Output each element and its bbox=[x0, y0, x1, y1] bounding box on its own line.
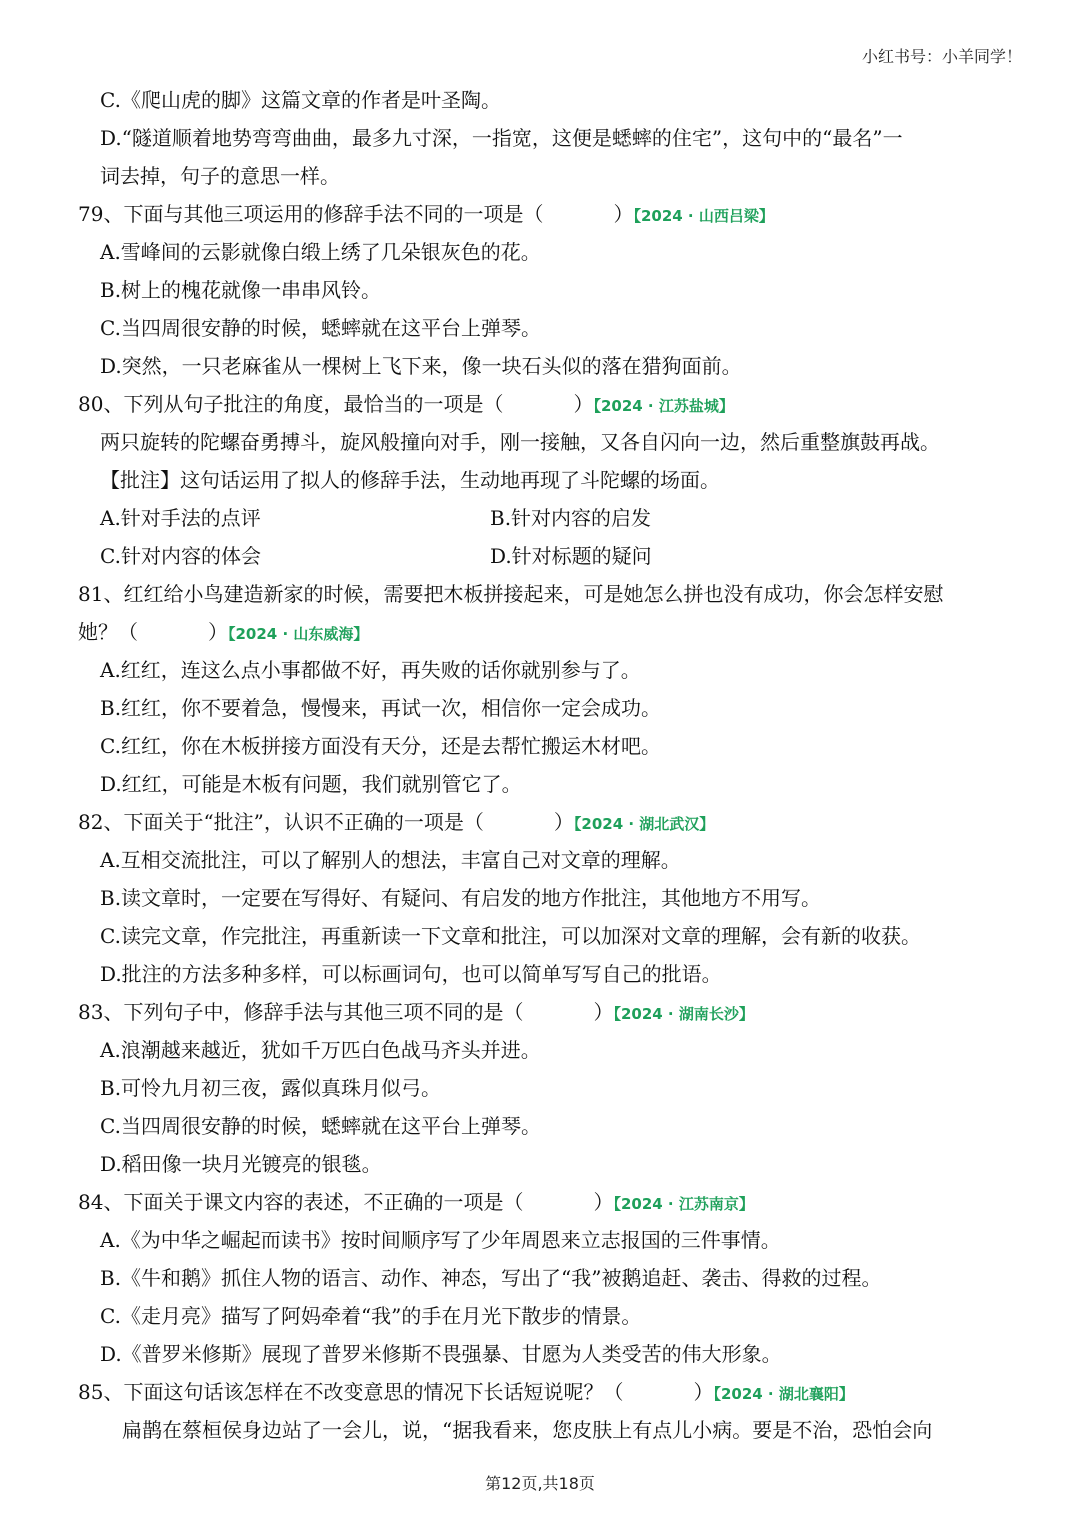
option-c: C.红红，你在木板拼接方面没有天分，还是去帮忙搬运木材吧。 bbox=[100, 734, 661, 758]
option-d: D.《普罗米修斯》展现了普罗米修斯不畏强暴、甘愿为人类受苦的伟大形象。 bbox=[100, 1342, 782, 1366]
option-d: D.突然，一只老麻雀从一棵树上飞下来，像一块石头似的落在猎狗面前。 bbox=[100, 354, 742, 378]
option-c: C.当四周很安静的时候，蟋蟀就在这平台上弹琴。 bbox=[100, 316, 541, 340]
question-83-tag: 【2024 · 湖南长沙】 bbox=[613, 1005, 754, 1023]
option-b: B.读文章时，一定要在写得好、有疑问、有启发的地方作批注，其他地方不用写。 bbox=[100, 886, 822, 910]
question-85-stem: 85、下面这句话该怎样在不改变意思的情况下长话短说呢？（ ）【2024 · 湖北襄阳】 bbox=[78, 1380, 854, 1404]
option-a: A.红红，连这么点小事都做不好，再失败的话你就别参与了。 bbox=[100, 658, 641, 682]
option-b: B.《牛和鹅》抓住人物的语言、动作、神态，写出了“我”被鹅追赶、袭击、得救的过程。 bbox=[100, 1266, 882, 1290]
option-b: B.红红，你不要着急，慢慢来，再试一次，相信你一定会成功。 bbox=[100, 696, 662, 720]
question-84-stem: 84、下面关于课文内容的表述，不正确的一项是（ ）【2024 · 江苏南京】 bbox=[78, 1190, 754, 1214]
question-85-text: 85、下面这句话该怎样在不改变意思的情况下长话短说呢？（ bbox=[78, 1380, 624, 1404]
option-a: A.雪峰间的云影就像白缎上绣了几朵银灰色的花。 bbox=[100, 240, 541, 264]
question-81-stem-line2: 她？（ ）【2024 · 山东威海】 bbox=[78, 620, 369, 644]
option-d: D.稻田像一块月光镀亮的银毯。 bbox=[100, 1152, 382, 1176]
prev-option-d-line2: 词去掉，句子的意思一样。 bbox=[100, 164, 340, 188]
option-a: A.互相交流批注，可以了解别人的想法，丰富自己对文章的理解。 bbox=[100, 848, 681, 872]
prev-option-d-line1: D.“隧道顺着地势弯弯曲曲，最多九寸深，一指宽，这便是蟋蟀的住宅”，这句中的“最名”一 bbox=[100, 126, 903, 150]
question-79-text: 79、下面与其他三项运用的修辞手法不同的一项是（ bbox=[78, 202, 544, 226]
question-80-note: 【批注】这句话运用了拟人的修辞手法，生动地再现了斗陀螺的场面。 bbox=[100, 468, 720, 492]
question-81-tag: 【2024 · 山东威海】 bbox=[228, 625, 369, 643]
question-82-stem: 82、下面关于“批注”，认识不正确的一项是（ ）【2024 · 湖北武汉】 bbox=[78, 810, 715, 834]
option-c: C.针对内容的体会 bbox=[100, 544, 261, 568]
option-b: B.树上的槐花就像一串串风铃。 bbox=[100, 278, 382, 302]
option-c: C.当四周很安静的时候，蟋蟀就在这平台上弹琴。 bbox=[100, 1114, 541, 1138]
question-83-text: 83、下列句子中，修辞手法与其他三项不同的是（ bbox=[78, 1000, 524, 1024]
question-83-stem: 83、下列句子中，修辞手法与其他三项不同的是（ ）【2024 · 湖南长沙】 bbox=[78, 1000, 754, 1024]
watermark: 小红书号：小羊同学！ bbox=[861, 47, 1022, 66]
option-a: A.《为中华之崛起而读书》按时间顺序写了少年周恩来立志报国的三件事情。 bbox=[100, 1228, 781, 1252]
option-b: B.针对内容的启发 bbox=[490, 506, 652, 530]
option-c: C.读完文章，作完批注，再重新读一下文章和批注，可以加深对文章的理解，会有新的收获。 bbox=[100, 924, 921, 948]
question-82-text: 82、下面关于“批注”，认识不正确的一项是（ bbox=[78, 810, 484, 834]
question-85-tag: 【2024 · 湖北襄阳】 bbox=[713, 1385, 854, 1403]
question-80-text: 80、下列从句子批注的角度，最恰当的一项是（ bbox=[78, 392, 504, 416]
option-a: A.针对手法的点评 bbox=[100, 506, 261, 530]
question-80-sentence: 两只旋转的陀螺奋勇搏斗，旋风般撞向对手，刚一接触，又各自闪向一边，然后重整旗鼓再战。 bbox=[100, 430, 940, 454]
question-84-tag: 【2024 · 江苏南京】 bbox=[613, 1195, 754, 1213]
question-84-text: 84、下面关于课文内容的表述，不正确的一项是（ bbox=[78, 1190, 524, 1214]
option-d: D.针对标题的疑问 bbox=[490, 544, 652, 568]
option-b: B.可怜九月初三夜，露似真珠月似弓。 bbox=[100, 1076, 442, 1100]
question-79-stem: 79、下面与其他三项运用的修辞手法不同的一项是（ ）【2024 · 山西吕梁】 bbox=[78, 202, 774, 226]
question-85-passage: 扁鹊在蔡桓侯身边站了一会儿，说，“据我看来，您皮肤上有点儿小病。要是不治，恐怕会向 bbox=[122, 1418, 933, 1442]
question-79-tag: 【2024 · 山西吕梁】 bbox=[633, 207, 774, 225]
option-row bbox=[100, 544, 1020, 568]
question-82-tag: 【2024 · 湖北武汉】 bbox=[573, 815, 715, 833]
option-d: D.红红，可能是木板有问题，我们就别管它了。 bbox=[100, 772, 522, 796]
page-footer: 第12页,共18页 bbox=[485, 1474, 595, 1493]
question-81-stem-line1: 81、红红给小鸟建造新家的时候，需要把木板拼接起来，可是她怎么拼也没有成功，你会怎样安慰 bbox=[78, 582, 944, 606]
prev-option-c: C.《爬山虎的脚》这篇文章的作者是叶圣陶。 bbox=[100, 88, 501, 112]
option-c: C.《走月亮》描写了阿妈牵着“我”的手在月光下散步的情景。 bbox=[100, 1304, 642, 1328]
question-80-tag: 【2024 · 江苏盐城】 bbox=[593, 397, 734, 415]
option-a: A.浪潮越来越近，犹如千万匹白色战马齐头并进。 bbox=[100, 1038, 541, 1062]
option-d: D.批注的方法多种多样，可以标画词句，也可以简单写写自己的批语。 bbox=[100, 962, 722, 986]
option-row bbox=[100, 506, 1020, 530]
question-80-stem: 80、下列从句子批注的角度，最恰当的一项是（ ）【2024 · 江苏盐城】 bbox=[78, 392, 734, 416]
